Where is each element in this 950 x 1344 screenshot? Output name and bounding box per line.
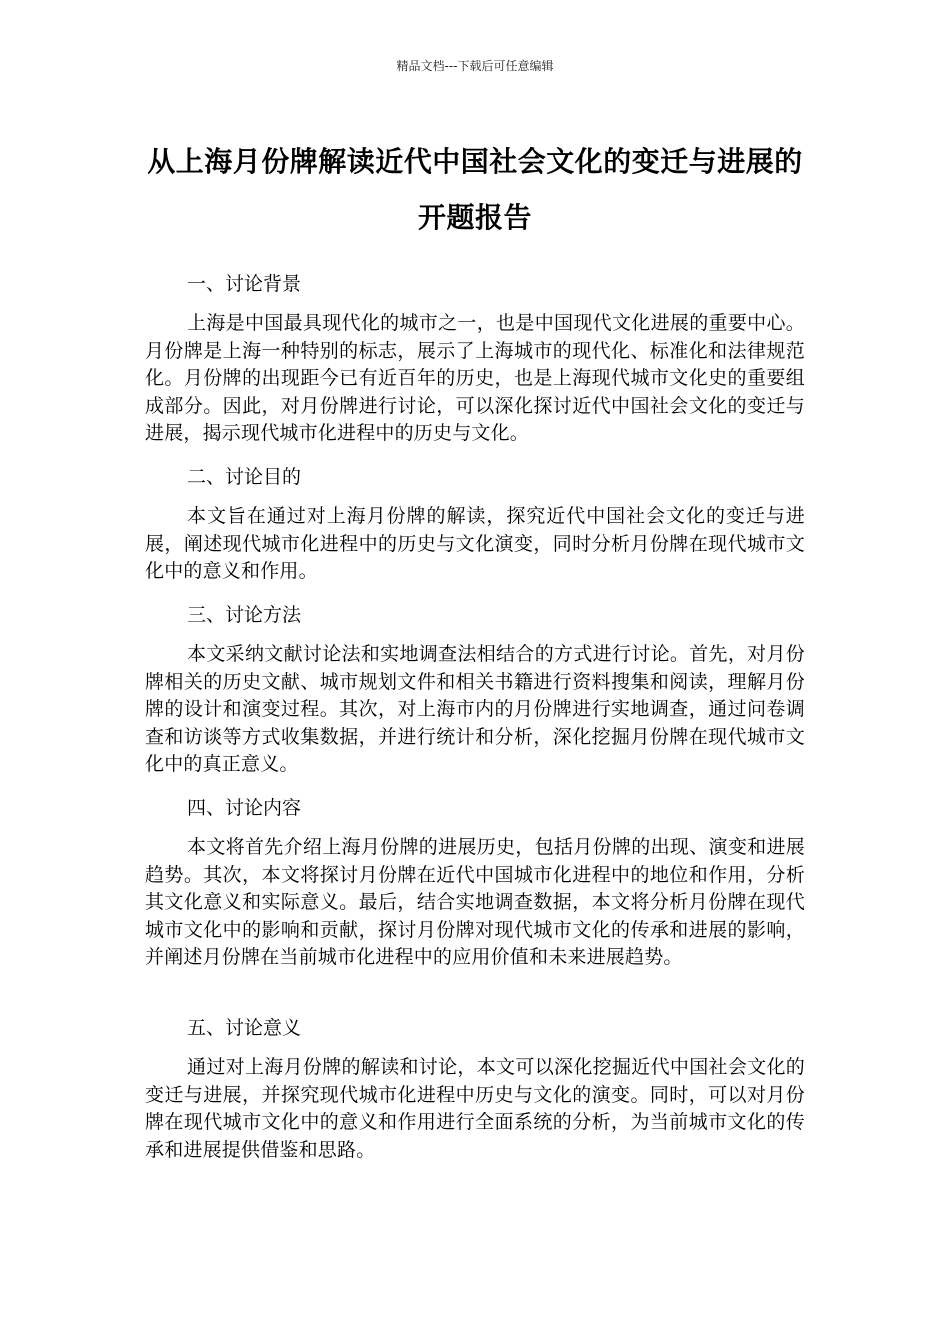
section-paragraph: 通过对上海月份牌的解读和讨论，本文可以深化挖掘近代中国社会文化的变迁与进展，并探究现代城市化进程中历史与文化的演变。同时，可以对月份牌在现代城市文化中的意义和作用进行全面系统的分析，为当前城市文化的传承和进展提供借鉴和思路。: [145, 1056, 805, 1161]
section-paragraph: 上海是中国最具现代化的城市之一，也是中国现代文化进展的重要中心。月份牌是上海一种特别的标志，展示了上海城市的现代化、标准化和法律规范化。月份牌的出现距今已有近百年的历史，也是上海现代城市文化史的重要组成部分。因此，对月份牌进行讨论，可以深化探讨近代中国社会文化的变迁与进展，揭示现代城市化进程中的历史与文化。: [145, 312, 805, 445]
page-header-note: 精品文档---下载后可任意编辑: [396, 59, 554, 73]
section-content: [145, 795, 805, 972]
document-title: [120, 134, 830, 246]
section-heading: 三、讨论方法: [187, 604, 302, 626]
section-background: [145, 271, 805, 448]
section-purpose: [145, 464, 805, 586]
section-heading: 四、讨论内容: [187, 797, 302, 819]
section-paragraph: 本文旨在通过对上海月份牌的解读，探究近代中国社会文化的变迁与进展，阐述现代城市化进程中的历史与文化演变，同时分析月份牌在现代城市文化中的意义和作用。: [145, 505, 805, 583]
section-heading: 二、讨论目的: [187, 466, 302, 488]
section-method: [145, 602, 805, 779]
section-significance: [145, 1015, 805, 1164]
section-paragraph: 本文采纳文献讨论法和实地调查法相结合的方式进行讨论。首先，对月份牌相关的历史文献、城市规划文件和相关书籍进行资料搜集和阅读，理解月份牌的设计和演变过程。其次，对上海市内的月份牌进行实地调查，通过问卷调查和访谈等方式收集数据，并进行统计和分析，深化挖掘月份牌在现代城市文化中的真正意义。: [145, 643, 805, 776]
document-title-line-1: 从上海月份牌解读近代中国社会文化的变迁与进展的: [147, 145, 803, 178]
document-title-line-2: 开题报告: [417, 201, 532, 234]
section-paragraph: 本文将首先介绍上海月份牌的进展历史，包括月份牌的出现、演变和进展趋势。其次，本文将探讨月份牌在近代中国城市化进程中的地位和作用，分析其文化意义和实际意义。最后，结合实地调查数据，本文将分析月份牌在现代城市文化中的影响和贡献，探讨月份牌对现代城市文化的传承和进展的影响，并阐述月份牌在当前城市化进程中的应用价值和未来进展趋势。: [145, 836, 805, 969]
section-heading: 五、讨论意义: [187, 1017, 302, 1039]
section-heading: 一、讨论背景: [187, 273, 302, 295]
